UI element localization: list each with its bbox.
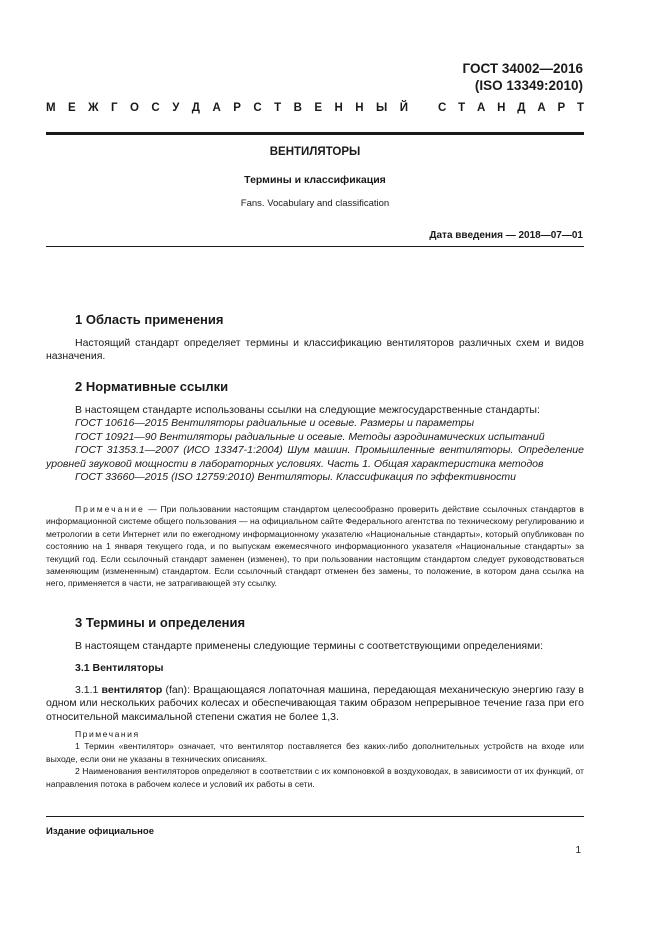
banner-word-standard-letter: А: [537, 102, 546, 114]
banner-word-standard-letter: С: [438, 102, 447, 114]
document-subtitle: Термины и классификация: [244, 174, 386, 186]
banner-word-interstate-letter: Н: [334, 102, 343, 114]
standard-code-block: [463, 60, 583, 94]
banner-word-interstate-letter: А: [212, 102, 221, 114]
term-notes: [46, 728, 584, 790]
banner-word-interstate-letter: С: [151, 102, 160, 114]
interstate-standard-banner: [46, 102, 584, 114]
banner-word-interstate-letter: Е: [68, 102, 76, 114]
term-number: 3.1.1: [75, 684, 102, 696]
term-definition-text: : Вращающаяся лопаточная машина, передающая механическую энергию газу в одном или нескольких рабочих колесах и обеспечивающая таким образом непрерывное течение газа при его относительной максимальной степени сжатия не более 1,3.: [46, 684, 585, 723]
banner-word-interstate-letter: Г: [111, 102, 118, 114]
reference-item: ГОСТ 10616—2015 Вентиляторы радиальные и осевые. Размеры и параметры: [75, 417, 475, 430]
banner-word-standard-letter: Н: [497, 102, 506, 114]
banner-word-interstate-letter: Т: [274, 102, 282, 114]
banner-word-interstate: [46, 102, 408, 114]
footer-rule: [46, 816, 584, 817]
official-edition: Издание официальное: [46, 826, 154, 837]
term-notes-label: Примечания: [75, 729, 140, 739]
section-3-intro: В настоящем стандарте применены следующие термины с соответствующими определениями:: [75, 640, 544, 652]
term-english: (fan): [162, 684, 188, 696]
banner-word-standard-letter: А: [477, 102, 486, 114]
banner-word-interstate-letter: Ы: [376, 102, 388, 114]
references-block: [46, 404, 584, 484]
banner-word-interstate-letter: М: [46, 102, 56, 114]
term-definition: [46, 684, 584, 724]
banner-word-interstate-letter: У: [172, 102, 180, 114]
banner-word-interstate-letter: С: [253, 102, 262, 114]
page-number: 1: [575, 845, 581, 856]
references-intro: В настоящем стандарте использованы ссылки на следующие межгосударственные стандарты:: [75, 404, 540, 416]
section-2-heading: 2 Нормативные ссылки: [75, 379, 229, 394]
banner-word-interstate-letter: Н: [355, 102, 364, 114]
english-title: Fans. Vocabulary and classification: [240, 198, 390, 209]
iso-code: (ISO 13349:2010): [474, 78, 583, 93]
banner-word-interstate-letter: В: [293, 102, 302, 114]
banner-word-interstate-letter: Е: [314, 102, 323, 114]
header-rule: [46, 132, 584, 135]
term-name: вентилятор: [101, 684, 163, 696]
banner-word-standard-letter: Т: [458, 102, 466, 114]
section-1-heading: 1 Область применения: [75, 312, 224, 327]
banner-word-interstate-letter: Д: [191, 102, 200, 114]
banner-word-standard-letter: Р: [557, 102, 566, 114]
references-note: [46, 503, 584, 590]
standard-code: ГОСТ 34002—2016: [462, 61, 583, 76]
banner-word-interstate-letter: Ж: [88, 102, 99, 114]
note-label: Примечание: [75, 504, 145, 514]
reference-item: ГОСТ 31353.1—2007 (ИСО 13347-1:2004) Шум машин. Промышленные вентиляторы. Определение уровней звуковой мощности в лабораторных условиях. Часть 1. Общая характеристика методов: [46, 444, 584, 470]
reference-item: ГОСТ 33660—2015 (ISO 12759:2010) Вентиляторы. Классификация по эффективности: [75, 471, 516, 484]
note-text: — При пользовании настоящим стандартом целесообразно проверить действие ссылочных стандартов в информационной системе общего пользования — на официальном сайте Федерального агентства по техническому регулированию и метрологии в сети Интернет или по ежегодному информационному указателю «Национальные стандарты», который опубликован по состоянию на 1 января текущего года, и по выпускам ежемесячного информационного указателя «Национальные стандарты» за текущий год. Если ссылочный стандарт заменен (изменен), то при пользовании настоящим стандартом следует руководствоваться заменяющим (измененным) стандартом. Если ссылочный стандарт отменен без замены, то положение, в котором дана ссылка на него, применяется в части, не затрагивающей эту ссылку.: [46, 504, 584, 589]
date-rule: [46, 246, 584, 247]
document-title: ВЕНТИЛЯТОРЫ: [269, 146, 361, 158]
term-note-item: 1 Термин «вентилятор» означает, что вентилятор поставляется без каких-либо дополнительных устройств на входе или выходе, если они не указаны в технических описаниях.: [46, 741, 584, 764]
banner-word-standard-letter: Т: [576, 102, 584, 114]
subsection-3-1-heading: 3.1 Вентиляторы: [75, 662, 164, 674]
banner-word-standard: [438, 102, 584, 114]
banner-word-interstate-letter: Р: [233, 102, 241, 114]
section-3-heading: 3 Термины и определения: [75, 615, 246, 630]
reference-item: ГОСТ 10921—90 Вентиляторы радиальные и осевые. Методы аэродинамических испытаний: [75, 430, 545, 443]
banner-word-interstate-letter: О: [130, 102, 139, 114]
section-1-text: Настоящий стандарт определяет термины и классификацию вентиляторов различных схем и видов назначения.: [46, 337, 584, 363]
banner-word-interstate-letter: Й: [399, 102, 408, 114]
term-note-item: 2 Наименования вентиляторов определяют в соответствии с их компоновкой в воздуховодах, в зависимости от их функций, от направления потока в рабочем колесе и условий их работы в сети.: [46, 766, 584, 789]
introduction-date: Дата введения — 2018—07—01: [429, 230, 583, 241]
banner-word-standard-letter: Д: [517, 102, 526, 114]
